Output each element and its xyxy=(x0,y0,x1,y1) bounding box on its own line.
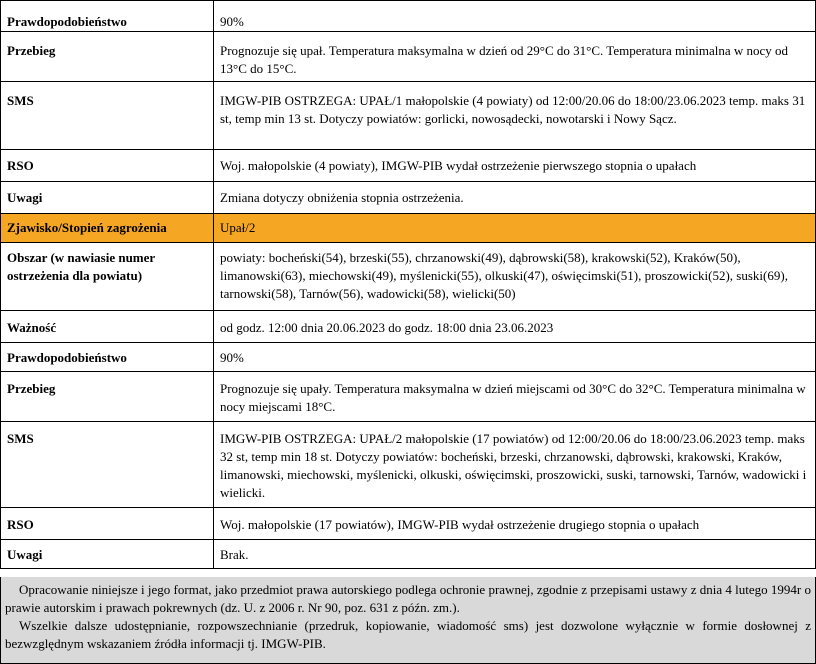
label: Zjawisko/Stopień zagrożenia xyxy=(1,214,214,243)
row-validity xyxy=(1,311,816,343)
value: Woj. małopolskie (4 powiaty), IMGW-PIB wydał ostrzeżenie pierwszego stopnia o upałach xyxy=(214,150,816,182)
value: Zmiana dotyczy obniżenia stopnia ostrzeżenia. xyxy=(214,182,816,214)
row-course-1 xyxy=(1,32,816,82)
label: Prawdopodobieństwo xyxy=(1,1,214,32)
value: IMGW-PIB OSTRZEGA: UPAŁ/2 małopolskie (17 powiatów) od 12:00/20.06 do 18:00/23.06.2023 temp. maks 32 st, temp min 18 st. Dotyczy powiatów: bocheński, brzeski, chrzanowski, dąbrowski, krakowski, Kraków, limanowski, miechowski, myślenicki, olkuski, oświęcimski, proszowicki, suski, tarnowski, Tarnów, wadowicki i wielicki. xyxy=(214,422,816,508)
label: Uwagi xyxy=(1,182,214,214)
value: Prognozuje się upały. Temperatura maksymalna w dzień miejscami od 30°C do 32°C. Temperatura minimalna w nocy miejscami 18°C. xyxy=(214,372,816,422)
value: Upał/2 xyxy=(214,214,816,243)
label: Przebieg xyxy=(1,32,214,82)
row-probability-1 xyxy=(1,1,816,32)
label: SMS xyxy=(1,422,214,508)
row-probability-2 xyxy=(1,343,816,372)
label: Prawdopodobieństwo xyxy=(1,343,214,372)
row-sms-1 xyxy=(1,82,816,150)
value: Brak. xyxy=(214,540,816,569)
row-rso-2 xyxy=(1,508,816,540)
label: SMS xyxy=(1,82,214,150)
label: Przebieg xyxy=(1,372,214,422)
value: Woj. małopolskie (17 powiatów), IMGW-PIB wydał ostrzeżenie drugiego stopnia o upałach xyxy=(214,508,816,540)
value: IMGW-PIB OSTRZEGA: UPAŁ/1 małopolskie (4 powiaty) od 12:00/20.06 do 18:00/23.06.2023 temp. maks 31 st, temp min 13 st. Dotyczy powiatów: gorlicki, nowosądecki, nowotarski i Nowy Sącz. xyxy=(214,82,816,150)
label: Obszar (w nawiasie numer ostrzeżenia dla powiatu) xyxy=(1,243,214,311)
label: RSO xyxy=(1,508,214,540)
row-sms-2 xyxy=(1,422,816,508)
value: od godz. 12:00 dnia 20.06.2023 do godz. 18:00 dnia 23.06.2023 xyxy=(214,311,816,343)
row-area xyxy=(1,243,816,311)
value: 90% xyxy=(214,1,816,32)
label: Uwagi xyxy=(1,540,214,569)
distribution-paragraph: Wszelkie dalsze udostępnianie, rozpowszechnianie (przedruk, kopiowanie, wiadomość sms) jest dozwolone wyłącznie w formie dosłownej z bezwzględnym wskazaniem źródła informacji tj. IMGW-PIB. xyxy=(5,618,811,651)
value: powiaty: bocheński(54), brzeski(55), chrzanowski(49), dąbrowski(58), krakowski(52), Kraków(50), limanowski(63), miechowski(49), myślenicki(55), olkuski(47), oświęcimski(51), proszowicki(52), suski(69), tarnowski(58), Tarnów(56), wadowicki(58), wielicki(50) xyxy=(214,243,816,311)
value: 90% xyxy=(214,343,816,372)
row-course-2 xyxy=(1,372,816,422)
row-phenomenon xyxy=(1,214,816,243)
row-notes-2 xyxy=(1,540,816,569)
row-notes-1 xyxy=(1,182,816,214)
copyright-paragraph: Opracowanie niniejsze i jego format, jako przedmiot prawa autorskiego podlega ochronie prawnej, zgodnie z przepisami ustawy z dnia 4 lutego 1994r o prawie autorskim i prawach pokrewnych (dz. U. z 2006 r. Nr 90, poz. 631 z późn. zm.). xyxy=(5,582,811,615)
label: Ważność xyxy=(1,311,214,343)
copyright-footer xyxy=(0,577,816,664)
row-rso-1 xyxy=(1,150,816,182)
label: RSO xyxy=(1,150,214,182)
value: Prognozuje się upał. Temperatura maksymalna w dzień od 29°C do 31°C. Temperatura minimalna w nocy od 13°C do 15°C. xyxy=(214,32,816,82)
